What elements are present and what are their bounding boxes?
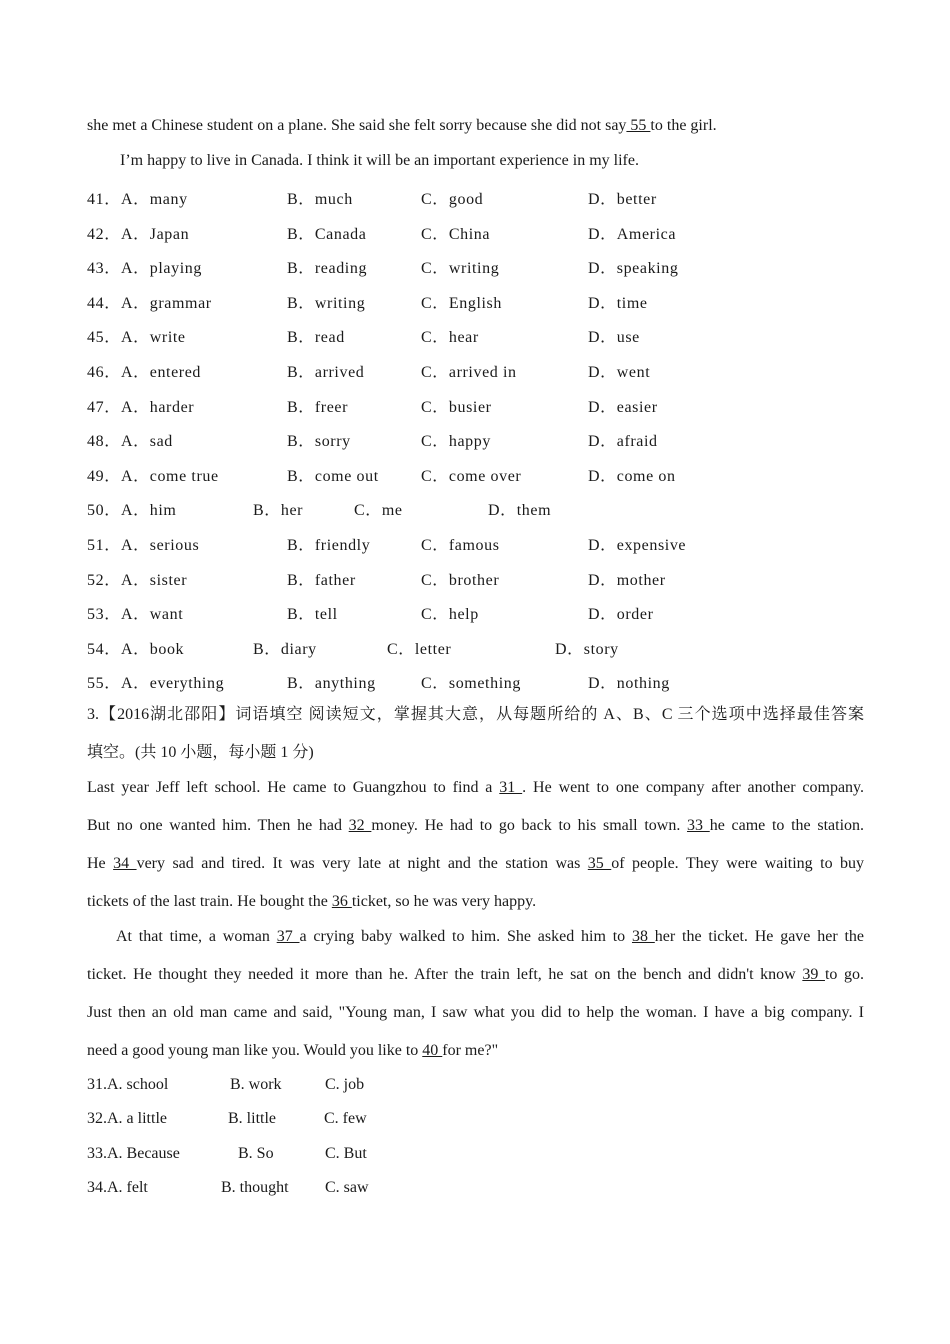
option-b: B. So [238,1145,274,1162]
option-b: B．sorry [287,433,351,450]
passage-text: . He went to one company after another company. [522,779,865,796]
option-row-48 [87,428,787,448]
passage2-line3 [87,854,864,874]
option-a: A．want [121,606,184,623]
option-c: C．help [421,606,479,623]
passage-text: Last year Jeff left school. He came to Guangzhou to find a [87,779,500,796]
question-number: 51． [87,537,121,554]
question-number: 47． [87,399,121,416]
question-number: 41． [87,191,121,208]
option-row-31 [87,1076,487,1096]
question-number: 49． [87,468,121,485]
passage-text: to the girl. [650,117,717,134]
option-row-49 [87,463,787,483]
section3-header-line2: 填空。(共 10 小题，每小题 1 分) [87,744,314,761]
passage2-line7: Just then an old man came and said, "Young man, I saw what you did to help the woman. I have a big company. I [87,1004,864,1021]
passage-text: for me?" [442,1042,499,1059]
option-c: C．letter [387,641,452,658]
option-b: B．read [287,329,345,346]
option-c: C．busier [421,399,492,416]
passage2-line5 [116,927,864,947]
option-b: B. little [228,1110,276,1127]
option-c: C．writing [421,260,500,277]
question-number: 46． [87,364,121,381]
passage-text: ticket. He thought they needed it more than he. After the train left, he sat on the bench and didn't know [87,966,803,983]
blank-35: 35 [587,855,612,872]
question-number: 45． [87,329,121,346]
option-b: B．writing [287,295,366,312]
option-b: B．diary [253,641,317,658]
passage-text: need a good young man like you. Would you like to [87,1042,423,1059]
option-d: D．better [588,191,657,208]
question-number: 44． [87,295,121,312]
passage-text: tickets of the last train. He bought the [87,893,332,910]
option-c: C．China [421,226,491,243]
passage-text: she met a Chinese student on a plane. She said she felt sorry because she did not say [87,117,627,134]
option-a: A．him [121,502,177,519]
option-b: B．friendly [287,537,371,554]
option-row-44 [87,290,787,310]
passage-text: He [87,855,114,872]
section3-header-line1: 3.【2016湖北邵阳】词语填空 阅读短文，掌握其大意，从每题所给的 A、B、C 三个选项中选择最佳答案 [87,706,864,723]
option-row-42 [87,221,787,241]
blank-55: 55 [626,117,651,134]
option-row-47 [87,394,787,414]
option-a: 33.A. Because [87,1145,180,1162]
option-d: D．story [555,641,619,658]
option-c: C．hear [421,329,479,346]
option-a: A．Japan [121,226,190,243]
option-c: C. saw [325,1179,369,1196]
option-b: B．come out [287,468,379,485]
option-c: C．good [421,191,484,208]
option-d: D．America [588,226,677,243]
blank-39: 39 [802,966,825,983]
option-b: B．much [287,191,353,208]
passage-text: At that time, a woman [116,928,277,945]
question-number: 50． [87,502,121,519]
passage-text: a crying baby walked to him. She asked him to [299,928,632,945]
question-number: 54． [87,641,121,658]
blank-37: 37 [276,928,300,945]
option-row-55 [87,670,787,690]
passage-text: money. He had to go back to his small town. [371,817,688,834]
passage-text: But no one wanted him. Then he had [87,817,349,834]
option-row-53 [87,601,787,621]
option-a: 31.A. school [87,1076,169,1093]
option-d: D．expensive [588,537,687,554]
option-row-50 [87,497,787,517]
blank-36: 36 [331,893,352,910]
option-d: D．easier [588,399,658,416]
question-number: 55． [87,675,121,692]
option-a: A．write [121,329,186,346]
option-a: A．book [121,641,185,658]
option-b: B．Canada [287,226,367,243]
option-b: B．father [287,572,356,589]
option-b: B. thought [221,1179,289,1196]
option-b: B．arrived [287,364,365,381]
option-c: C．arrived in [421,364,517,381]
option-d: D．went [588,364,651,381]
option-c: C．come over [421,468,522,485]
question-number: 52． [87,572,121,589]
passage2-line6 [87,965,864,985]
option-b: B．her [253,502,304,519]
option-row-46 [87,359,787,379]
question-number: 42． [87,226,121,243]
passage-text: ticket, so he was very happy. [351,893,537,910]
passage2-line2 [87,816,864,836]
option-row-45 [87,324,787,344]
option-row-54 [87,636,787,656]
option-c: C．happy [421,433,491,450]
option-c: C. few [324,1110,367,1127]
passage-text: of people. They were waiting to buy [611,855,865,872]
option-row-41 [87,186,787,206]
option-a: A．grammar [121,295,212,312]
option-c: C. job [325,1076,365,1093]
passage1-line1 [87,116,717,136]
option-c: C．me [354,502,403,519]
option-a: A．serious [121,537,200,554]
option-b: B．reading [287,260,368,277]
option-b: B．anything [287,675,376,692]
option-b: B．tell [287,606,338,623]
option-c: C．something [421,675,521,692]
option-a: A．many [121,191,188,208]
passage2-line4 [87,892,536,912]
blank-33: 33 [687,817,710,834]
option-row-32 [87,1110,487,1130]
passage2-line1 [87,778,864,798]
option-c: C．famous [421,537,500,554]
option-d: D．come on [588,468,676,485]
passage-text: very sad and tired. It was very late at night and the station was [136,855,588,872]
option-d: D．them [488,502,552,519]
option-a: A．sister [121,572,188,589]
option-a: 32.A. a little [87,1110,167,1127]
option-a: A．everything [121,675,225,692]
option-a: A．entered [121,364,202,381]
option-a: A．playing [121,260,202,277]
option-row-33 [87,1145,487,1165]
passage2-line8 [87,1041,498,1061]
option-a: A．come true [121,468,219,485]
option-d: D．order [588,606,654,623]
option-d: D．speaking [588,260,679,277]
question-number: 48． [87,433,121,450]
question-number: 53． [87,606,121,623]
option-d: D．nothing [588,675,670,692]
option-a: 34.A. felt [87,1179,148,1196]
blank-40: 40 [422,1042,443,1059]
question-number: 43． [87,260,121,277]
option-d: D．mother [588,572,666,589]
option-d: D．time [588,295,648,312]
passage1-line2: I’m happy to live in Canada. I think it will be an important experience in my life. [120,152,639,169]
option-row-43 [87,255,787,275]
option-d: D．afraid [588,433,658,450]
passage-text: her the ticket. He gave her the [654,928,865,945]
blank-31: 31 [499,779,523,796]
option-c: C. But [325,1145,367,1162]
option-c: C．English [421,295,502,312]
option-row-51 [87,532,787,552]
blank-32: 32 [348,817,372,834]
option-a: A．sad [121,433,173,450]
option-c: C．brother [421,572,500,589]
blank-38: 38 [631,928,655,945]
option-row-52 [87,567,787,587]
passage-text: to go. [824,966,865,983]
option-b: B．freer [287,399,349,416]
option-d: D．use [588,329,640,346]
passage-text: he came to the station. [709,817,865,834]
option-b: B. work [230,1076,282,1093]
option-row-34 [87,1179,487,1199]
option-a: A．harder [121,399,195,416]
blank-34: 34 [113,855,137,872]
